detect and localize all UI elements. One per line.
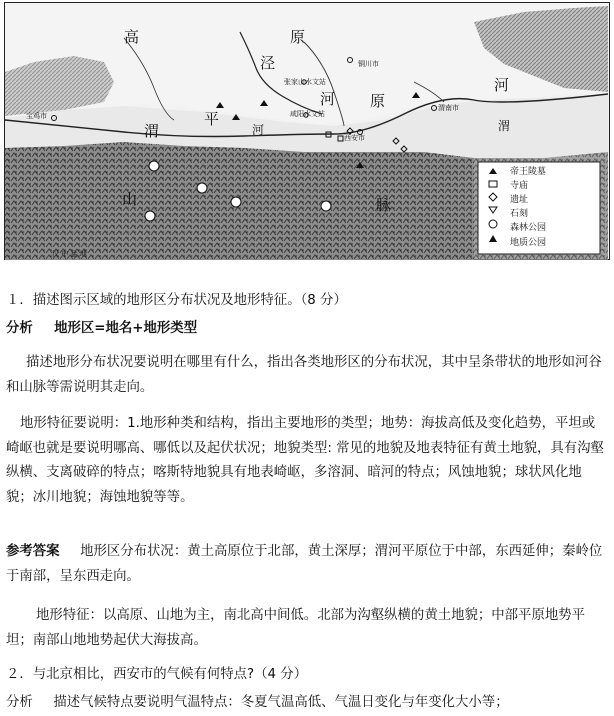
para-features: 地形特征要说明：1.地形种类和结构，指出主要地形的类型；地势：海拔高低及变化趋势，平坦或崎岖也就是要说明哪高、哪低以及起伏状况；地貌类型: 常见的地貌及地表特征有黄土地貌，具有沟壑纵横、支离破碎的特点；喀斯特地貌具有地表崎岖，多溶洞、暗河的特点；风蚀地貌；球状风化地貌；冰川地貌；海蚀地貌等等。: [6, 416, 604, 505]
map-legend: [478, 162, 600, 254]
label-jing: 泾: [260, 54, 276, 72]
legend-label-1: 帝王陵墓: [510, 167, 547, 177]
legend-label-4: 石刻: [510, 209, 529, 219]
answer-distribution: 地形区分布状况：黄土高原位于北部，黄土深厚；渭河平原位于中部，东西延伸；秦岭位于南部，呈东西走向。: [6, 544, 603, 584]
label-zhangjiashan: 张家山水文站: [284, 78, 326, 86]
label-wei2: 渭: [498, 119, 511, 133]
para-distribution: 描述地形分布状况要说明在哪里有什么，指出各类地形区的分布状况，其中呈条带状的地形如河谷和山脉等需说明其走向。: [6, 355, 602, 395]
question-1-block: [6, 290, 608, 312]
label-baoji: 宝鸡市: [26, 112, 47, 120]
label-he-low: 河: [252, 123, 265, 137]
label-gao: 高: [124, 28, 140, 46]
label-yuan2: 原: [370, 92, 386, 110]
label-mai: 脉: [376, 196, 392, 214]
label-he-center: 河: [320, 90, 336, 108]
terrain-map: [4, 2, 610, 260]
answer-features-block: [6, 604, 608, 653]
label-shan: 山: [122, 190, 138, 208]
label-weinan: 渭南市: [438, 104, 459, 112]
label-xian: 西安市: [344, 134, 365, 142]
answer-block: [6, 540, 608, 589]
answer-label: 参考答案: [6, 544, 60, 559]
question-2-block: [6, 664, 608, 686]
analysis-1-heading: [6, 318, 608, 340]
analysis-2-text: 描述气候特点要说明气温特点：冬夏气温高低、气温日变化与年变化大小等；: [53, 695, 509, 710]
label-yuan: 原: [290, 28, 306, 46]
question-1: １．描述图示区域的地形区分布状况及地形特征。（8 分）: [6, 293, 347, 308]
question-2: ２．与北京相比，西安市的气候有何特点?（4 分）: [6, 667, 308, 682]
analysis-2-block: [6, 692, 608, 714]
analysis-title: 地形区=地名+地形类型: [54, 321, 198, 336]
analysis-paragraph-1: [6, 350, 608, 400]
analysis-paragraph-2: [6, 412, 608, 510]
label-ping: 平: [204, 110, 220, 128]
label-xianyang: 咸阳水文站: [290, 110, 325, 118]
label-bottom-edge: 汉 中 盆 地: [52, 250, 87, 258]
analysis-label: 分析: [6, 321, 33, 336]
label-he-top: 河: [494, 76, 510, 94]
answer-features: 地形特征：以高原、山地为主，南北高中间低。北部为沟壑纵横的黄土地貌；中部平原地势平坦；南部山地地势起伏大海拔高。: [6, 608, 586, 648]
legend-label-6: 地质公园: [510, 238, 547, 248]
label-wei: 渭: [144, 122, 160, 140]
label-tongchuan: 铜川市: [358, 60, 379, 68]
analysis-2-label: 分析: [6, 695, 33, 710]
legend-label-3: 遗址: [510, 195, 529, 205]
legend-label-5: 森林公园: [510, 223, 547, 233]
legend-label-2: 寺庙: [510, 181, 529, 191]
